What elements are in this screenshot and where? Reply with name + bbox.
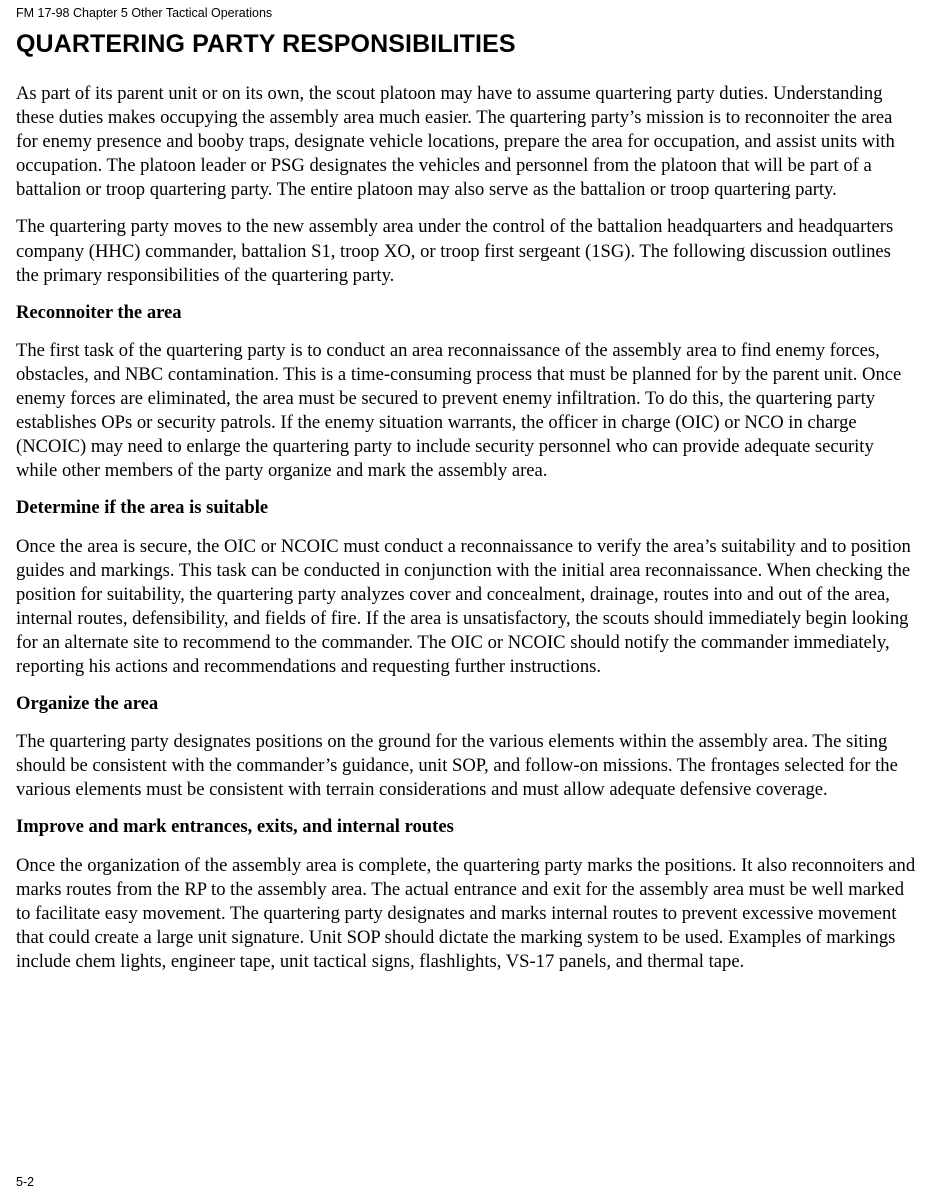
intro-paragraph-1: As part of its parent unit or on its own, the scout platoon may have to assume quartering party duties. Understanding these duties makes occupying the assembly area much easier. The quartering party’s mission is to reconnoiter the area for enemy presence and booby traps, designate vehicle locations, prepare the area for occupation, and assist units with occupation. The platoon leader or PSG designates the vehicles and personnel from the platoon that will be part of a battalion or troop quartering party. The entire platoon may also serve as the battalion or troop quartering party.: [16, 83, 895, 201]
section-text-reconnoiter: The first task of the quartering party is to conduct an area reconnaissance of the assembly area to find enemy forces, obstacles, and NBC contamination. This is a time-consuming process that must be planned for by the parent unit. Once enemy forces are eliminated, the area must be secured to prevent enemy infiltration. To do this, the quartering party establishes OPs or security patrols. If the enemy situation warrants, the officer in charge (OIC) or NCO in charge (NCOIC) may need to enlarge the quartering party to include security personnel who can provide adequate security while other members of the party organize and mark the assembly area.: [16, 339, 902, 482]
section-text-mark-routes: Once the organization of the assembly area is complete, the quartering party marks the positions. It also reconnoiters and marks routes from the RP to the assembly area. The actual entrance and exit for the assembly area must be well marked to facilitate easy movement. The quartering party designates and marks internal routes to prevent excessive movement that could create a large unit signature. Unit SOP should dictate the marking system to be used. Examples of markings include chem lights, engineer tape, unit tactical signs, flashlights, VS-17 panels, and thermal tape.: [16, 854, 916, 972]
section-heading-mark-routes: Improve and mark entrances, exits, and internal routes: [16, 816, 454, 838]
document-body: [16, 82, 916, 987]
section-heading-suitable: Determine if the area is suitable: [16, 497, 269, 519]
running-header: FM 17-98 Chapter 5 Other Tactical Operations: [16, 6, 273, 20]
section-heading-reconnoiter: Reconnoiter the area: [16, 301, 182, 323]
intro-paragraph-2: The quartering party moves to the new assembly area under the control of the battalion headquarters and headquarters company (HHC) commander, battalion S1, troop XO, or troop first sergeant (1SG). The following discussion outlines the primary responsibilities of the quartering party.: [16, 216, 894, 286]
section-heading-organize: Organize the area: [16, 693, 159, 715]
section-text-organize: The quartering party designates positions on the ground for the various elements within the assembly area. The siting should be consistent with the commander’s guidance, unit SOP, and follow-on missions. The frontages selected for the various elements must be consistent with terrain considerations and must allow adequate defensive coverage.: [16, 731, 898, 801]
page-number: 5-2: [16, 1175, 35, 1189]
page-title: QUARTERING PARTY RESPONSIBILITIES: [16, 30, 516, 58]
section-text-suitable: Once the area is secure, the OIC or NCOIC must conduct a reconnaissance to verify the area’s suitability and to position guides and markings. This task can be conducted in conjunction with the initial area reconnaissance. When checking the position for suitability, the quartering party analyzes cover and concealment, drainage, routes into and out of the area, internal routes, defensibility, and fields of fire. If the area is unsatisfactory, the scouts should immediately begin looking for an alternate site to recommend to the commander. The OIC or NCOIC should notify the commander immediately, reporting his actions and recommendations and requesting further instructions.: [16, 535, 911, 677]
